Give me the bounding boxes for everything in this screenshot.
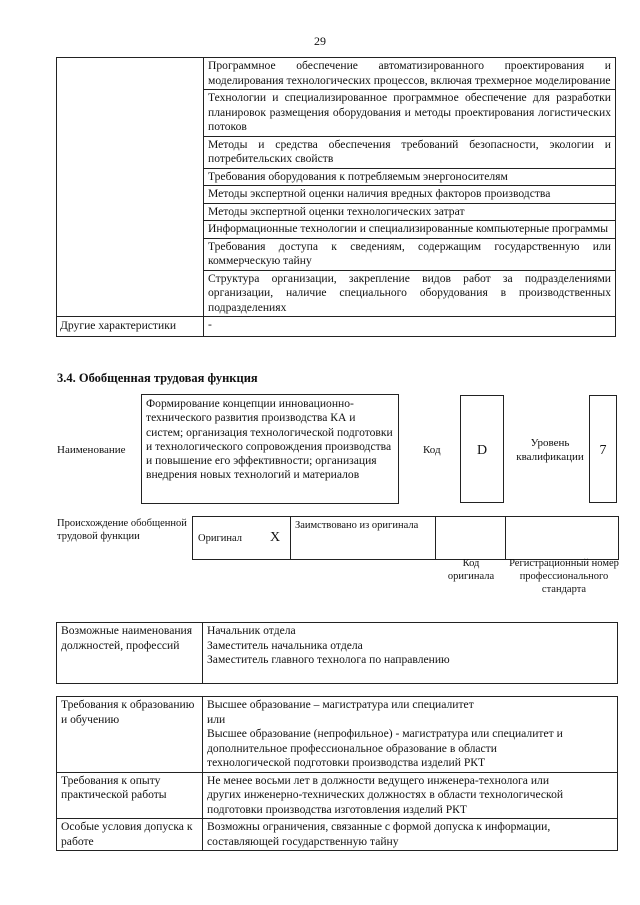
requirements-table <box>56 696 618 851</box>
positions-label: Возможные наименования должностей, профессий <box>57 623 203 684</box>
special-line: составляющей государственную тайну <box>207 834 399 848</box>
knowledge-item: Требования доступа к сведениям, содержащим государственную или коммерческую тайну <box>204 238 616 270</box>
knowledge-item: Методы экспертной оценки технологических затрат <box>204 203 616 221</box>
positions-values <box>203 623 618 684</box>
education-line: Высшее образование – магистратура или специалитет <box>207 698 474 711</box>
experience-line: Не менее восьми лет в должности ведущего инженера-технолога или <box>207 773 550 787</box>
function-name-box: Формирование концепции инновационно-технического развития производства КА и систем; организация технологической подготовки и технологического сопровождения производства и повышение его эффективности; организация внедрения новых технологий и материалов <box>141 394 399 504</box>
experience-requirements-value <box>203 772 618 819</box>
special-conditions-value <box>203 819 618 851</box>
qualification-level-box: 7 <box>589 395 617 503</box>
knowledge-item: Требования оборудования к потребляемым энергоносителям <box>204 168 616 186</box>
borrowed-label: Заимствовано из оригинала <box>291 517 436 560</box>
knowledge-table <box>56 57 616 337</box>
special-line: Возможны ограничения, связанные с формой допуска к информации, <box>207 820 551 833</box>
knowledge-label-cell <box>57 58 204 317</box>
knowledge-item: Технологии и специализированное программное обеспечение для разработки планировок размещения оборудования и методы проектирования логистических потоков <box>204 90 616 137</box>
original-label: Оригинал <box>193 517 267 560</box>
position-item: Заместитель главного технолога по направлению <box>207 653 450 666</box>
qualification-level-label: Уровень квалификации <box>516 437 584 463</box>
education-line: технологической подготовки производства изделий РКТ <box>207 756 486 769</box>
registration-number-cell <box>506 517 619 560</box>
education-line: дополнительное профессиональное образование в области <box>207 741 497 755</box>
knowledge-item: Информационные технологии и специализированные компьютерные программы <box>204 221 616 239</box>
position-item: Заместитель начальника отдела <box>207 638 363 652</box>
education-line: или <box>207 712 226 726</box>
origin-label: Происхождение обобщенной трудовой функции <box>57 518 187 542</box>
page-number: 29 <box>314 34 326 48</box>
code-of-original-cell <box>436 517 506 560</box>
code-label: Код <box>423 444 441 456</box>
other-characteristics-label: Другие характеристики <box>57 317 204 337</box>
other-characteristics-value: - <box>204 317 616 337</box>
position-item: Начальник отдела <box>207 624 296 637</box>
knowledge-item: Методы и средства обеспечения требований безопасности, экологии и потребительских свойств <box>204 136 616 168</box>
name-label: Наименование <box>57 444 126 456</box>
education-requirements-value <box>203 697 618 773</box>
origin-table <box>192 516 619 560</box>
code-box: D <box>460 395 504 503</box>
code-of-original-caption: Код оригинала <box>447 558 495 582</box>
special-conditions-label: Особые условия допуска к работе <box>57 819 203 851</box>
section-title: 3.4. Обобщенная трудовая функция <box>57 371 258 385</box>
experience-requirements-label: Требования к опыту практической работы <box>57 772 203 819</box>
original-mark: X <box>266 517 291 560</box>
experience-line: других инженерно-технических должностях в области технологической <box>207 788 564 801</box>
education-requirements-label: Требования к образованию и обучению <box>57 697 203 773</box>
education-line: Высшее образование (непрофильное) - магистратура или специалитет и <box>207 727 563 740</box>
registration-number-caption: Регистрационный номер профессионального стандарта <box>509 558 619 595</box>
positions-table <box>56 622 618 684</box>
knowledge-item: Программное обеспечение автоматизированного проектирования и моделирования технологических процессов, включая трехмерное моделирование <box>204 58 616 90</box>
knowledge-item: Структура организации, закрепление видов работ за подразделениями организации, наличие специального оборудования в производственных подразделениях <box>204 270 616 317</box>
experience-line: подготовки производства изготовления изделий РКТ <box>207 802 467 816</box>
knowledge-item: Методы экспертной оценки наличия вредных факторов производства <box>204 186 616 204</box>
